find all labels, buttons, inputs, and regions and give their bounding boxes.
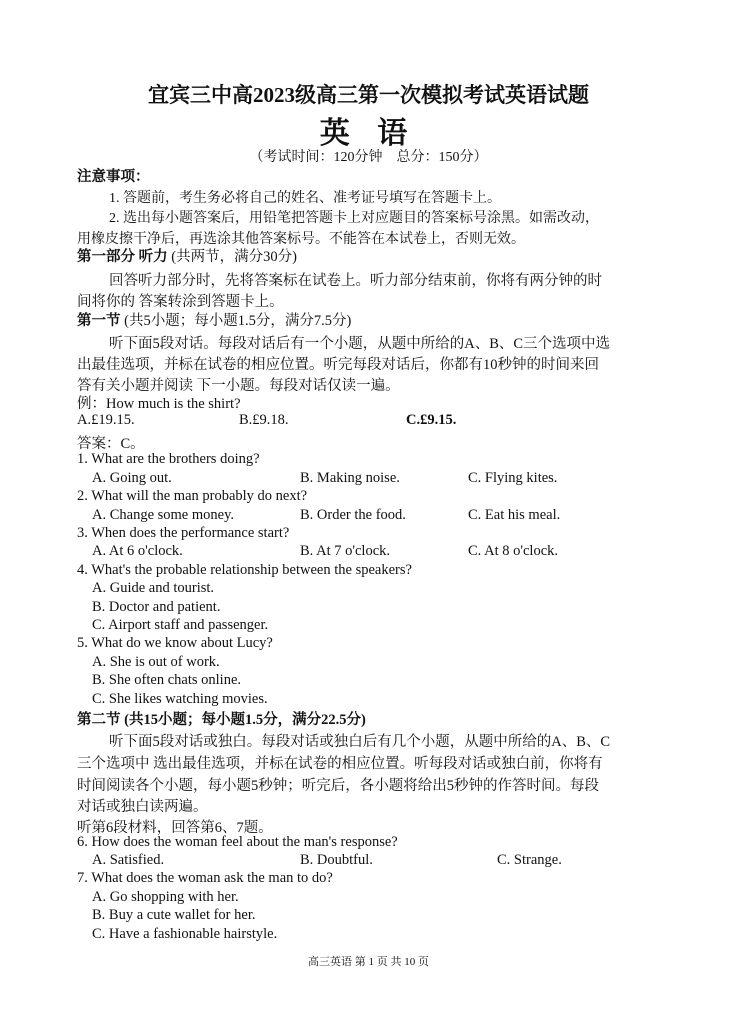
section1-heading-rest: (共5小题；每小题1.5分，满分7.5分) [120,313,352,329]
question-3-option-a: A. At 6 o'clock. [92,543,183,559]
part1-heading-rest: (共两节，满分30分) [167,249,297,265]
example-answer: 答案：C。 [77,436,145,452]
question-5-option-b: B. She often chats online. [92,672,242,688]
question-7: 7. What does the woman ask the man to do? [77,870,333,886]
notice-heading: 注意事项： [77,169,150,185]
question-7-option-c: C. Have a fashionable hairstyle. [92,926,278,942]
question-2-option-a: A. Change some money. [92,507,235,523]
section2-desc-line-1: 听下面5段对话或独白。每段对话或独白后有几个小题，从题中所给的A、B、C [109,734,611,750]
question-3-option-c: C. At 8 o'clock. [468,543,559,559]
section1-heading-bold: 第一节 [77,313,121,329]
material-6-intro: 听第6段材料，回答第6、7题。 [77,820,273,836]
notice-item-2-line-1: 2. 选出每小题答案后，用铅笔把答题卡上对应题目的答案标号涂黑。如需改动， [109,211,599,226]
section2-heading: 第二节 (共15小题；每小题1.5分，满分22.5分) [77,712,366,728]
part1-heading [77,245,297,266]
section1-desc-line-2: 出最佳选项，并标在试卷的相应位置。听完每段对话后，你都有10秒钟的时间来回 [77,357,599,373]
question-1-option-b: B. Making noise. [300,470,400,486]
part1-desc-line-1: 回答听力部分时，先将答案标在试卷上。听力部分结束前，你将有两分钟的时 [109,273,602,289]
notice-item-2-line-2: 用橡皮擦干净后，再选涂其他答案标号。不能答在本试卷上，否则无效。 [77,232,525,247]
question-2: 2. What will the man probably do next? [77,488,308,504]
question-6-option-a: A. Satisfied. [92,852,165,868]
section2-desc-line-2: 三个选项中 选出最佳选项，并标在试卷的相应位置。听每段对话或独白前，你将有 [77,756,603,772]
question-3-option-b: B. At 7 o'clock. [300,543,391,559]
section1-desc-line-1: 听下面5段对话。每段对话后有一个小题，从题中所给的A、B、C三个选项中选 [109,336,611,352]
exam-time: （考试时间：120分钟 总分：150分） [249,150,488,165]
question-2-option-c: C. Eat his meal. [468,507,561,523]
example-question: 例：How much is the shirt? [77,396,241,412]
exam-title: 宜宾三中高2023级高三第一次模拟考试英语试题 [148,83,589,107]
subject-title: 英 语 [319,117,418,150]
question-1-option-a: A. Going out. [92,470,172,486]
part1-desc-line-2: 间将你的 答案转涂到答题卡上。 [77,294,284,310]
section1-heading [77,309,351,330]
question-2-option-b: B. Order the food. [300,507,406,523]
example-option-a: A.£19.15. [77,412,135,428]
section2-desc-line-3: 时间阅读各个小题，每小题5秒钟；听完后，各小题将给出5秒钟的作答时间。每段 [77,778,599,794]
question-3: 3. When does the performance start? [77,525,290,541]
example-option-c: C.£9.15. [406,412,457,428]
question-1-option-c: C. Flying kites. [468,470,558,486]
question-7-option-a: A. Go shopping with her. [92,889,239,905]
question-1: 1. What are the brothers doing? [77,451,260,467]
question-4-option-b: B. Doctor and patient. [92,599,221,615]
question-4-option-c: C. Airport staff and passenger. [92,617,269,633]
section1-desc-line-3: 答有关小题并阅读 下一小题。每段对话仅读一遍。 [77,378,400,394]
question-6-option-b: B. Doubtful. [300,852,373,868]
question-5-option-a: A. She is out of work. [92,654,220,670]
question-4-option-a: A. Guide and tourist. [92,580,215,596]
question-6-option-c: C. Strange. [497,852,562,868]
notice-item-1: 1. 答题前，考生务必将自己的姓名、准考证号填写在答题卡上。 [109,191,501,206]
example-option-b: B.£9.18. [239,412,289,428]
question-5: 5. What do we know about Lucy? [77,635,273,651]
question-5-option-c: C. She likes watching movies. [92,691,268,707]
page-footer: 高三英语 第 1 页 共 10 页 [308,956,429,968]
question-7-option-b: B. Buy a cute wallet for her. [92,907,256,923]
section2-desc-line-4: 对话或独白读两遍。 [77,799,208,815]
part1-heading-bold: 第一部分 听力 [77,249,168,265]
question-4: 4. What's the probable relationship between the speakers? [77,562,412,578]
question-6: 6. How does the woman feel about the man's response? [77,834,398,850]
